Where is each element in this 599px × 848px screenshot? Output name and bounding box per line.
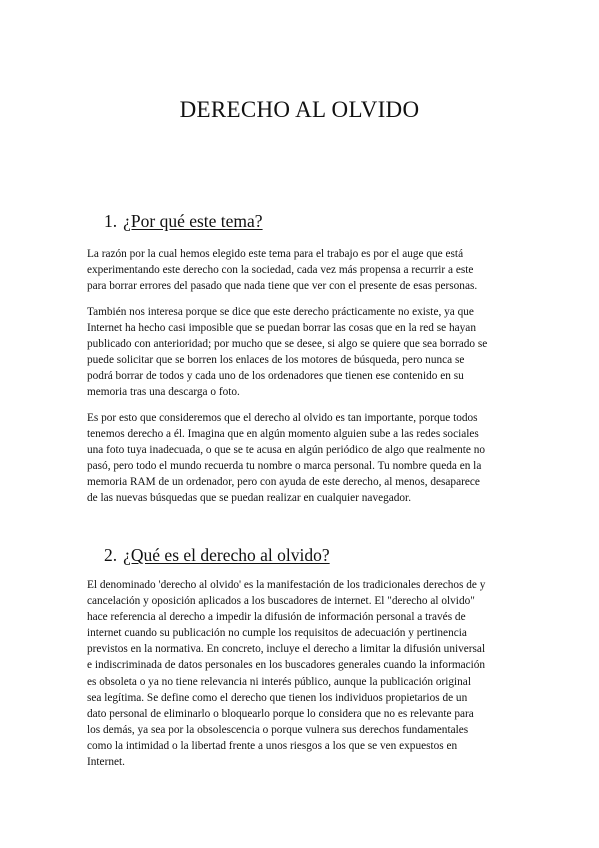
text-line: como la intimidad o la libertad frente a unos riesgos a los que se ven expuestos en <box>87 739 458 752</box>
section-title: ¿Por qué este tema? <box>123 211 263 231</box>
text-line: dato personal de eliminarlo o bloquearlo porque lo considera que no es relevante para <box>87 707 474 720</box>
text-line: sea legítima. Se define como el derecho que tienen los individuos propietarios de un <box>87 691 468 704</box>
text-line: e indiscriminada de datos personales en los buscadores generales cuando la información <box>87 659 486 672</box>
text-line: Es por esto que consideremos que el derecho al olvido es tan importante, porque todos <box>87 412 478 424</box>
text-line: tenemos derecho a él. Imagina que en algún momento alguien sube a las redes sociales <box>87 428 479 441</box>
section-title: ¿Qué es el derecho al olvido? <box>123 545 330 565</box>
section-heading-1 <box>104 211 263 232</box>
section-number: 1. <box>104 211 118 231</box>
text-line: pasó, pero todo el mundo recuerda tu nombre o marca personal. Tu nombre queda en la <box>87 460 482 473</box>
document-title: DERECHO AL OLVIDO <box>179 97 420 122</box>
text-line: es obsoleta o ya no tiene relevancia ni interés público, aunque la publicación original <box>87 675 471 688</box>
paragraph-1-3 <box>87 410 514 507</box>
text-line: los demás, ya sea por la obsolescencia o porque vulnera sus derechos fundamentales <box>87 723 469 736</box>
text-line: Internet ha hecho casi imposible que se puedan borrar las cosas que en la red se hayan <box>87 322 476 335</box>
text-line: previstos en la normativa. En concreto, incluye el derecho a limitar la difusión universal <box>87 643 486 656</box>
text-line: memoria tras una descarga o foto. <box>87 386 240 399</box>
text-line: También nos interesa porque se dice que este derecho prácticamente no existe, ya que <box>87 306 474 318</box>
text-line: hace referencia al derecho a impedir la difusión de información personal a través de <box>87 611 466 624</box>
paragraph-2-1 <box>87 577 514 770</box>
section-heading-2 <box>104 545 330 566</box>
text-line: cancelación y oposición aplicados a los buscadores de internet. El "derecho al olvido" <box>87 595 475 608</box>
text-line: de las nuevas búsquedas que se puedan realizar en cualquier navegador. <box>87 492 412 505</box>
text-line: memoria RAM de un ordenador, pero con ayuda de este derecho, al menos, desaparece <box>87 476 480 489</box>
text-line: La razón por la cual hemos elegido este tema para el trabajo es por el auge que está <box>87 248 464 260</box>
text-line: una foto tuya inadecuada, o que se te acusa en algún periódico de algo que realmente no <box>87 444 486 457</box>
text-line: puede solicitar que se borren los enlaces de los motores de búsqueda, pero nunca se <box>87 354 465 367</box>
section-number: 2. <box>104 545 118 565</box>
text-line: Internet. <box>87 756 125 769</box>
paragraph-1-1 <box>87 246 514 294</box>
text-line: podrá borrar de todos y cada uno de los ordenadores que tienen ese contenido en su <box>87 370 464 383</box>
text-line: El denominado 'derecho al olvido' es la manifestación de los tradicionales derechos de y <box>87 579 486 591</box>
text-line: experimentando este derecho con la sociedad, cada vez más propensa a recurrir a este <box>87 264 474 277</box>
text-line: publicado con anterioridad; por mucho que se desee, si algo se quiere que sea borrado se <box>87 338 488 351</box>
text-line: para borrar errores del pasado que nada tiene que ver con el presente de esas personas. <box>87 280 478 293</box>
paragraph-1-2 <box>87 304 514 401</box>
text-line: internet cuando su publicación no cumple los requisitos de adecuación y pertinencia <box>87 627 467 640</box>
